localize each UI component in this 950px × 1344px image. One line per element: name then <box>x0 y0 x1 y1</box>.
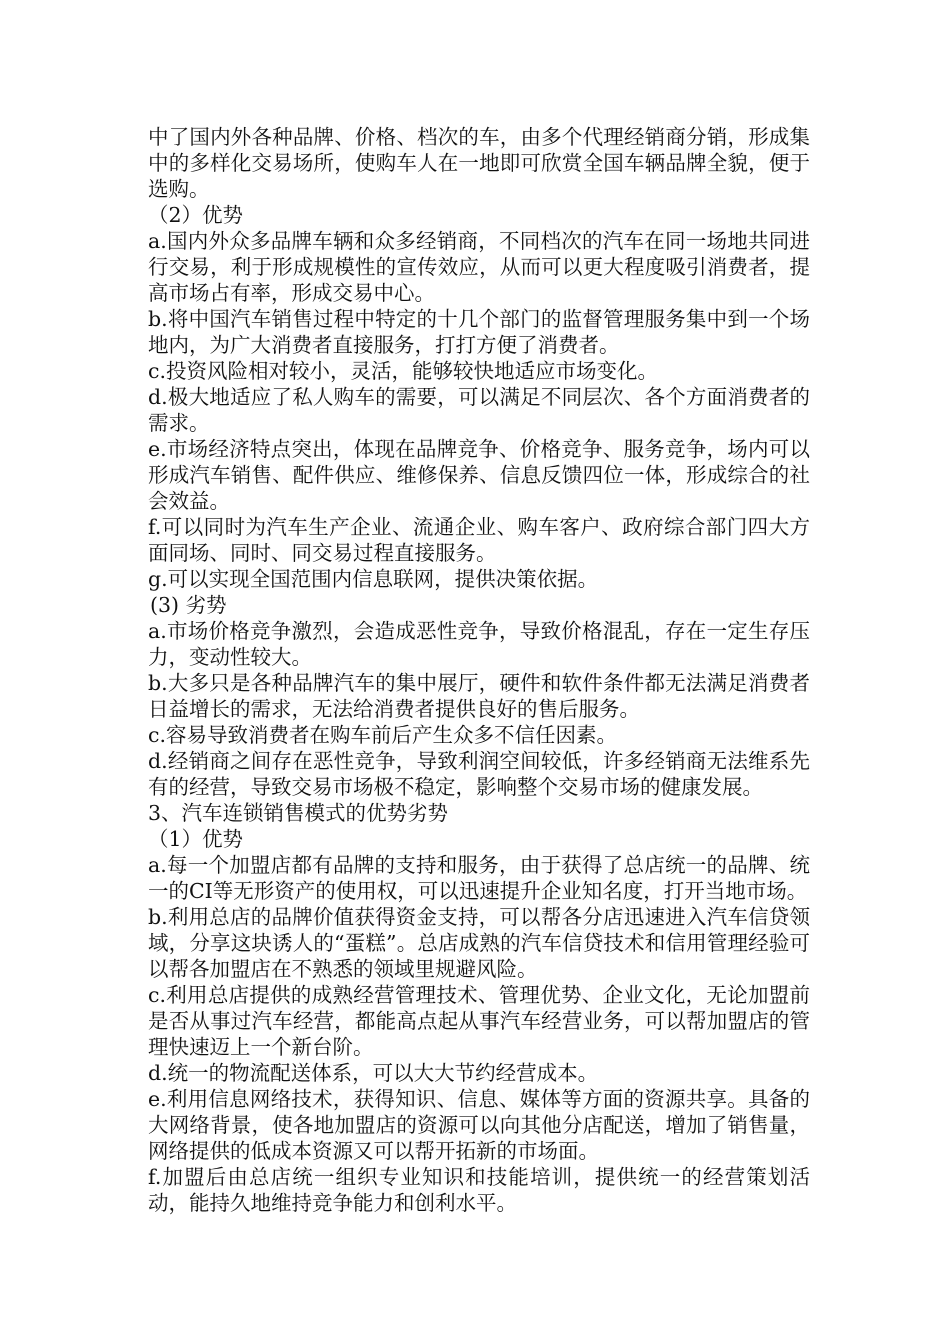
section-heading-chain-sales: 3、汽车连锁销售模式的优势劣势 <box>148 801 449 825</box>
paragraph-chain-advantage-c: c.利用总店提供的成熟经营管理技术、管理优势、企业文化，无论加盟前是否从事过汽车经营，都能高点起从事汽车经营业务，可以帮加盟店的管理快速迈上一个新台阶。 <box>148 983 810 1059</box>
paragraph-intro: 中了国内外各种品牌、价格、档次的车，由多个代理经销商分销，形成集中的多样化交易场所，使购车人在一地即可欣赏全国车辆品牌全貌，便于选购。 <box>148 125 810 201</box>
section-heading-disadvantages: (3) 劣势 <box>150 593 227 617</box>
paragraph-advantage-f: f.可以同时为汽车生产企业、流通企业、购车客户、政府综合部门四大方面同场、同时、同交易过程直接服务。 <box>148 515 810 565</box>
paragraph-advantage-d: d.极大地适应了私人购车的需要，可以满足不同层次、各个方面消费者的需求。 <box>148 385 810 435</box>
paragraph-advantage-b: b.将中国汽车销售过程中特定的十几个部门的监督管理服务集中到一个场地内，为广大消费者直接服务，打打方便了消费者。 <box>148 307 810 357</box>
section-heading-advantages: （2）优势 <box>148 203 244 227</box>
paragraph-advantage-a: a.国内外众多品牌车辆和众多经销商，不同档次的汽车在同一场地共同进行交易，利于形成规模性的宣传效应，从而可以更大程度吸引消费者，提高市场占有率，形成交易中心。 <box>148 229 810 305</box>
paragraph-advantage-c: c.投资风险相对较小，灵活，能够较快地适应市场变化。 <box>148 359 658 383</box>
paragraph-advantage-g: g.可以实现全国范围内信息联网，提供决策依据。 <box>148 567 599 591</box>
paragraph-chain-advantage-d: d.统一的物流配送体系，可以大大节约经营成本。 <box>148 1061 599 1085</box>
paragraph-disadvantage-a: a.市场价格竞争激烈，会造成恶性竞争，导致价格混乱，存在一定生存压力，变动性较大。 <box>148 619 810 669</box>
paragraph-chain-advantage-f: f.加盟后由总店统一组织专业知识和技能培训，提供统一的经营策划活动，能持久地维持竞争能力和创利水平。 <box>148 1165 810 1215</box>
paragraph-disadvantage-d: d.经销商之间存在恶性竞争，导致利润空间较低，许多经销商无法维系先有的经营，导致交易市场极不稳定，影响整个交易市场的健康发展。 <box>148 749 810 799</box>
section-heading-chain-advantages: （1）优势 <box>148 827 244 851</box>
paragraph-advantage-e: e.市场经济特点突出，体现在品牌竞争、价格竞争、服务竞争，场内可以形成汽车销售、配件供应、维修保养、信息反馈四位一体，形成综合的社会效益。 <box>148 437 810 513</box>
paragraph-disadvantage-c: c.容易导致消费者在购车前后产生众多不信任因素。 <box>148 723 617 747</box>
paragraph-chain-advantage-e: e.利用信息网络技术，获得知识、信息、媒体等方面的资源共享。具备的大网络背景，使各地加盟店的资源可以向其他分店配送，增加了销售量，网络提供的低成本资源又可以帮开拓新的市场面。 <box>148 1087 810 1163</box>
paragraph-disadvantage-b: b.大多只是各种品牌汽车的集中展厅，硬件和软件条件都无法满足消费者日益增长的需求，无法给消费者提供良好的售后服务。 <box>148 671 810 721</box>
paragraph-chain-advantage-b: b.利用总店的品牌价值获得资金支持，可以帮各分店迅速进入汽车信贷领域，分享这块诱人的“蛋糕”。总店成熟的汽车信贷技术和信用管理经验可以帮各加盟店在不熟悉的领域里规避风险。 <box>148 905 810 981</box>
document-page <box>148 124 810 1216</box>
paragraph-chain-advantage-a: a.每一个加盟店都有品牌的支持和服务，由于获得了总店统一的品牌、统一的CI等无形资产的使用权，可以迅速提升企业知名度，打开当地市场。 <box>148 853 810 903</box>
